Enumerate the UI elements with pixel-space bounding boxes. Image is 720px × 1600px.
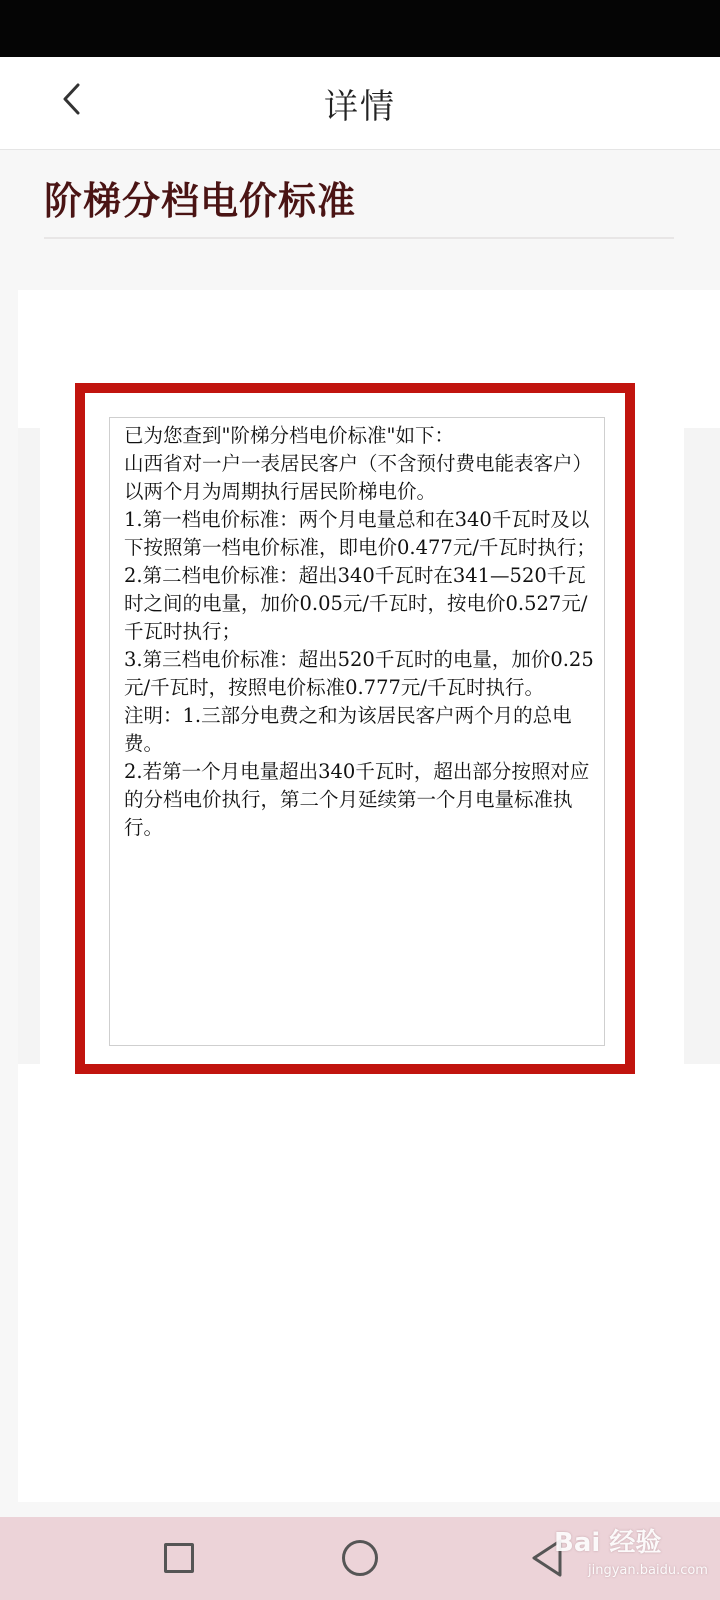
result-line: 2.若第一个月电量超出340千瓦时，超出部分按照对应的分档电价执行，第二个月延续第一个月电量标准执行。 [124,760,590,839]
result-text [124,422,596,842]
system-nav-bar [0,1517,720,1600]
result-line: 3.第三档电价标准：超出520千瓦时的电量，加价0.25元/千瓦时，按照电价标准0.777元/千瓦时执行。 [124,648,594,699]
title-divider [44,237,674,239]
recent-apps-button[interactable] [164,1543,194,1573]
watermark-domain: jingyan.baidu.com [588,1563,708,1578]
back-button[interactable] [50,77,94,121]
system-back-button[interactable] [528,1537,568,1579]
panel-shade-left [18,428,40,1064]
result-line: 注明：1.三部分电费之和为该居民客户两个月的总电费。 [124,704,572,755]
result-line: 山西省对一户一表居民客户（不含预付费电能表客户）以两个月为周期执行居民阶梯电价。 [124,452,593,503]
triangle-back-icon [528,1537,568,1579]
chevron-left-icon [60,82,84,116]
highlight-frame [75,383,635,1074]
status-bar [0,0,720,57]
panel-shade-right [684,428,720,1064]
app-header [0,57,720,150]
result-line: 1.第一档电价标准：两个月电量总和在340千瓦时及以下按照第一档电价标准，即电价0.477元/千瓦时执行； [124,508,596,559]
header-title: 详情 [324,86,396,127]
result-box [109,417,605,1046]
home-button[interactable] [342,1540,378,1576]
result-line: 2.第二档电价标准：超出340千瓦时在341—520千瓦时之间的电量，加价0.05元/千瓦时，按电价0.527元/千瓦时执行； [124,564,588,643]
watermark-brand: Bai 经验 [554,1528,662,1558]
result-line: 已为您查到"阶梯分档电价标准"如下： [124,424,454,447]
page-title: 阶梯分档电价标准 [44,179,357,223]
